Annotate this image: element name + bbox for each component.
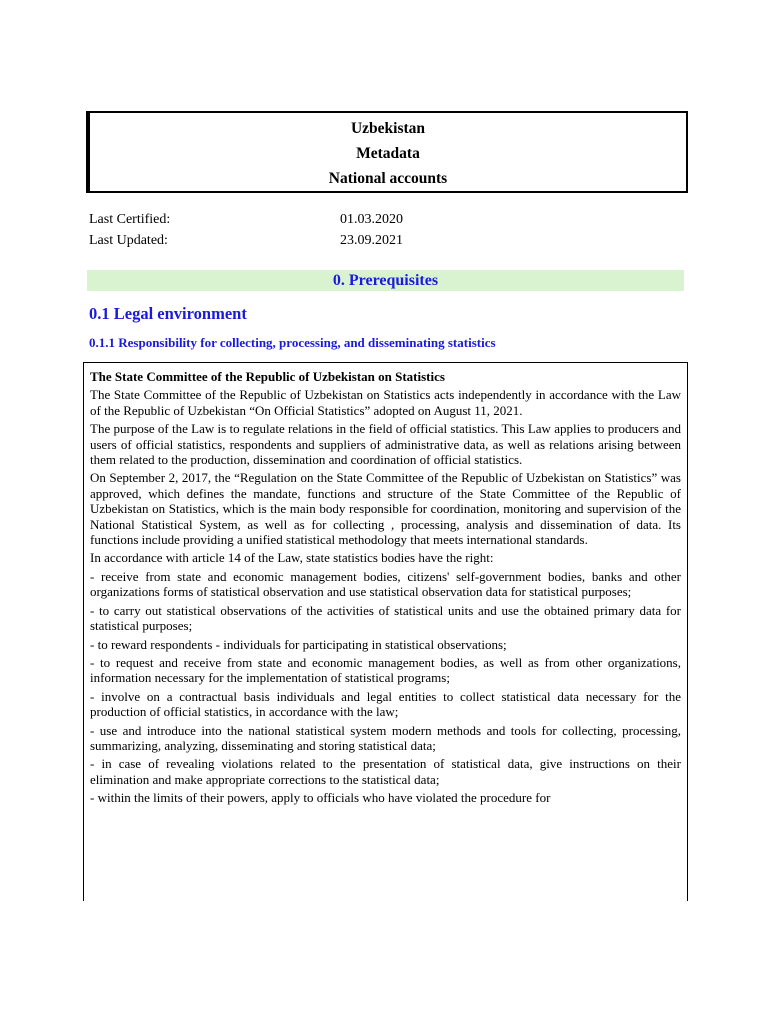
list-item: - to carry out statistical observations of the activities of statistical units and use the obtained primary data for statistical purposes;	[90, 602, 681, 634]
list-item: - in case of revealing violations related to the presentation of statistical data, give instructions on their elimination and make appropriate corrections to the statistical data;	[90, 756, 681, 787]
last-updated-label: Last Updated:	[89, 233, 168, 248]
last-certified-value: 01.03.2020	[340, 212, 403, 227]
list-item: - within the limits of their powers, apply to officials who have violated the procedure for	[90, 790, 551, 806]
subsubsection-heading: 0.1.1 Responsibility for collecting, processing, and disseminating statistics	[89, 335, 496, 350]
last-certified-label: Last Certified:	[89, 212, 171, 227]
paragraph: On September 2, 2017, the “Regulation on the State Committee of the Republic of Uzbekistan on Statistics” was approved, which defines the mandate, functions and structure of the State Committee of the Republic of Uzbekistan on Statistics, which is the main body responsible for coordination, monitoring and supervision of the National Statistical System, as well as for collecting , processing, analysis and dissemination of data. Its functions include providing a unified statistical methodology that meets international standards.	[90, 470, 681, 548]
list-item: - receive from state and economic management bodies, citizens' self-government bodies, banks and other organizations forms of statistical observation and use statistical observation data for statistical purposes;	[90, 568, 681, 600]
country-title: Uzbekistan	[350, 120, 426, 137]
subject-title: National accounts	[328, 170, 448, 187]
list-item: - use and introduce into the national statistical system modern methods and tools for collecting, processing, summarizing, analyzing, disseminating and storing statistical data;	[90, 722, 681, 753]
document-type-title: Metadata	[356, 145, 420, 162]
section-heading: 0. Prerequisites	[87, 270, 684, 291]
subsection-heading: 0.1 Legal environment	[89, 304, 247, 323]
paragraph: The State Committee of the Republic of Uzbekistan on Statistics acts independently in accordance with the Law of the Republic of Uzbekistan “On Official Statistics” adopted on August 11, 2021.	[90, 387, 681, 418]
list-item: - to request and receive from state and economic management bodies, as well as from other organizations, information necessary for the implementation of statistical programs;	[90, 654, 681, 686]
paragraph: In accordance with article 14 of the Law, state statistics bodies have the right:	[90, 550, 494, 566]
organization-heading: The State Committee of the Republic of Uzbekistan on Statistics	[90, 369, 445, 384]
list-item: - to reward respondents - individuals for participating in statistical observations;	[90, 636, 507, 652]
paragraph: The purpose of the Law is to regulate relations in the field of official statistics. This Law applies to producers and users of official statistics, respondents and suppliers of administrative data, as well as relations arising between them related to the production, dissemination and coordination of official statistics.	[90, 421, 681, 468]
list-item: - involve on a contractual basis individuals and legal entities to collect statistical data necessary for the production of official statistics, in accordance with the law;	[90, 688, 681, 720]
title-box	[86, 111, 688, 193]
content-box	[83, 362, 688, 901]
last-updated-value: 23.09.2021	[340, 233, 403, 248]
